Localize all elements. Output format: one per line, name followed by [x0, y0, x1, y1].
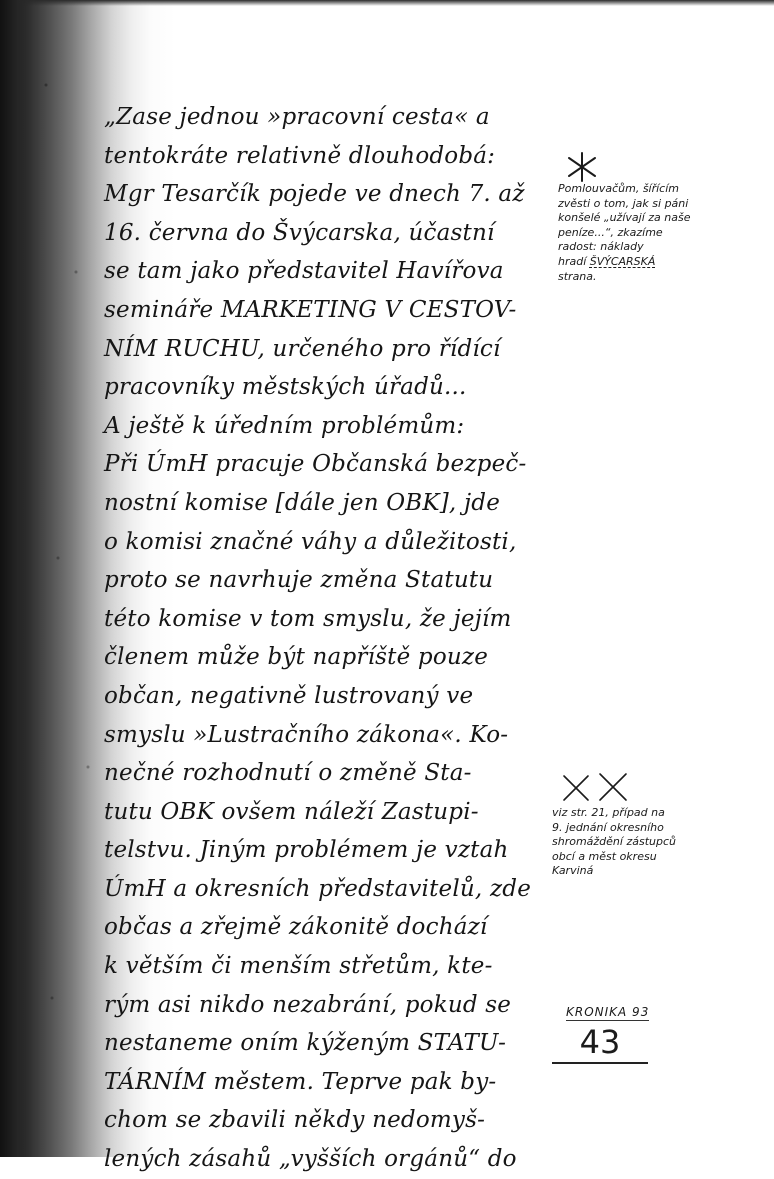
text-line: nostní komise [dále jen OBK], jde [104, 489, 501, 516]
margin-note-1-line: zvěsti o tom, jak si páni [558, 196, 689, 210]
text-line: pracovníky městských úřadů... [104, 374, 467, 401]
text-line: ÚmH a okresních představitelů, zde [104, 875, 532, 902]
text-line: semináře MARKETING V CESTOV- [104, 296, 517, 323]
text-line: proto se navrhuje změna Statutu [104, 567, 494, 594]
text-line: této komise v tom smyslu, že jejím [104, 605, 512, 632]
chronicle-label: KRONIKA 93 [566, 1005, 650, 1019]
margin-note-1-line: strana. [558, 269, 597, 283]
text-line: chom se zbavili někdy nedomyš- [104, 1107, 486, 1134]
text-line: o komisi značné váhy a důležitosti, [104, 528, 517, 555]
margin-note-1-line-prefix: hradí [558, 254, 587, 268]
asterisk-icon [564, 150, 600, 184]
text-line: 16. června do Švýcarska, účastní [104, 219, 495, 246]
text-line: tentokráte relativně dlouhodobá: [104, 142, 496, 169]
binding-specks [40, 30, 100, 1130]
text-line: k větším či menším střetům, kte- [104, 953, 493, 980]
text-line: občas a zřejmě zákonitě dochází [104, 914, 488, 941]
margin-note-1-emphasis: ŠVÝCARSKÁ [589, 254, 656, 268]
margin-note-2-line: Karviná [552, 864, 594, 878]
margin-note-1-line: radost: náklady [558, 240, 644, 254]
margin-note-2-line: obcí a měst okresu [552, 849, 657, 863]
margin-note-1-line [558, 255, 770, 270]
binding-shadow [0, 0, 34, 1157]
text-line: nestaneme oním kýženým STATU- [104, 1030, 507, 1057]
text-line: TÁRNÍM městem. Teprve pak by- [104, 1068, 497, 1095]
double-x-icon [560, 770, 634, 806]
margin-note-1 [558, 182, 770, 284]
page-top-edge [0, 0, 774, 6]
margin-note-2-line: viz str. 21, případ na [552, 806, 665, 819]
text-line: rým asi nikdo nezabrání, pokud se [104, 991, 512, 1018]
handwritten-main-text [104, 98, 556, 1179]
text-line: „Zase jednou »pracovní cesta« a [104, 104, 490, 130]
text-line: NÍM RUCHU, určeného pro řídící [104, 335, 501, 362]
margin-note-2-line: 9. jednání okresního [552, 820, 664, 834]
margin-note-1-line: Pomlouvačům, šířícím [558, 182, 679, 195]
text-line: tutu OBK ovšem náleží Zastupi- [104, 798, 479, 825]
margin-note-2-line: shromáždění zástupců [552, 835, 676, 849]
page-number: 43 [552, 1022, 648, 1064]
text-line: nečné rozhodnutí o změně Sta- [104, 760, 472, 787]
text-line: telstvu. Jiným problémem je vztah [104, 837, 509, 864]
text-line: se tam jako představitel Havířova [104, 258, 504, 285]
text-line: smyslu »Lustračního zákona«. Ko- [104, 721, 509, 748]
margin-note-2 [552, 806, 768, 879]
text-line: členem může být napříště pouze [104, 644, 489, 671]
text-line: občan, negativně lustrovaný ve [104, 682, 474, 709]
margin-note-1-line: peníze...“, zkazíme [558, 225, 663, 239]
margin-note-1-line: konšelé „užívají za naše [558, 211, 691, 225]
text-line: A ještě k úředním problémům: [104, 412, 465, 439]
text-line: lených zásahů „vyšších orgánů“ do [104, 1146, 517, 1173]
text-line: Při ÚmH pracuje Občanská bezpeč- [104, 451, 527, 478]
text-line: Mgr Tesarčík pojede ve dnech 7. až [104, 181, 525, 208]
